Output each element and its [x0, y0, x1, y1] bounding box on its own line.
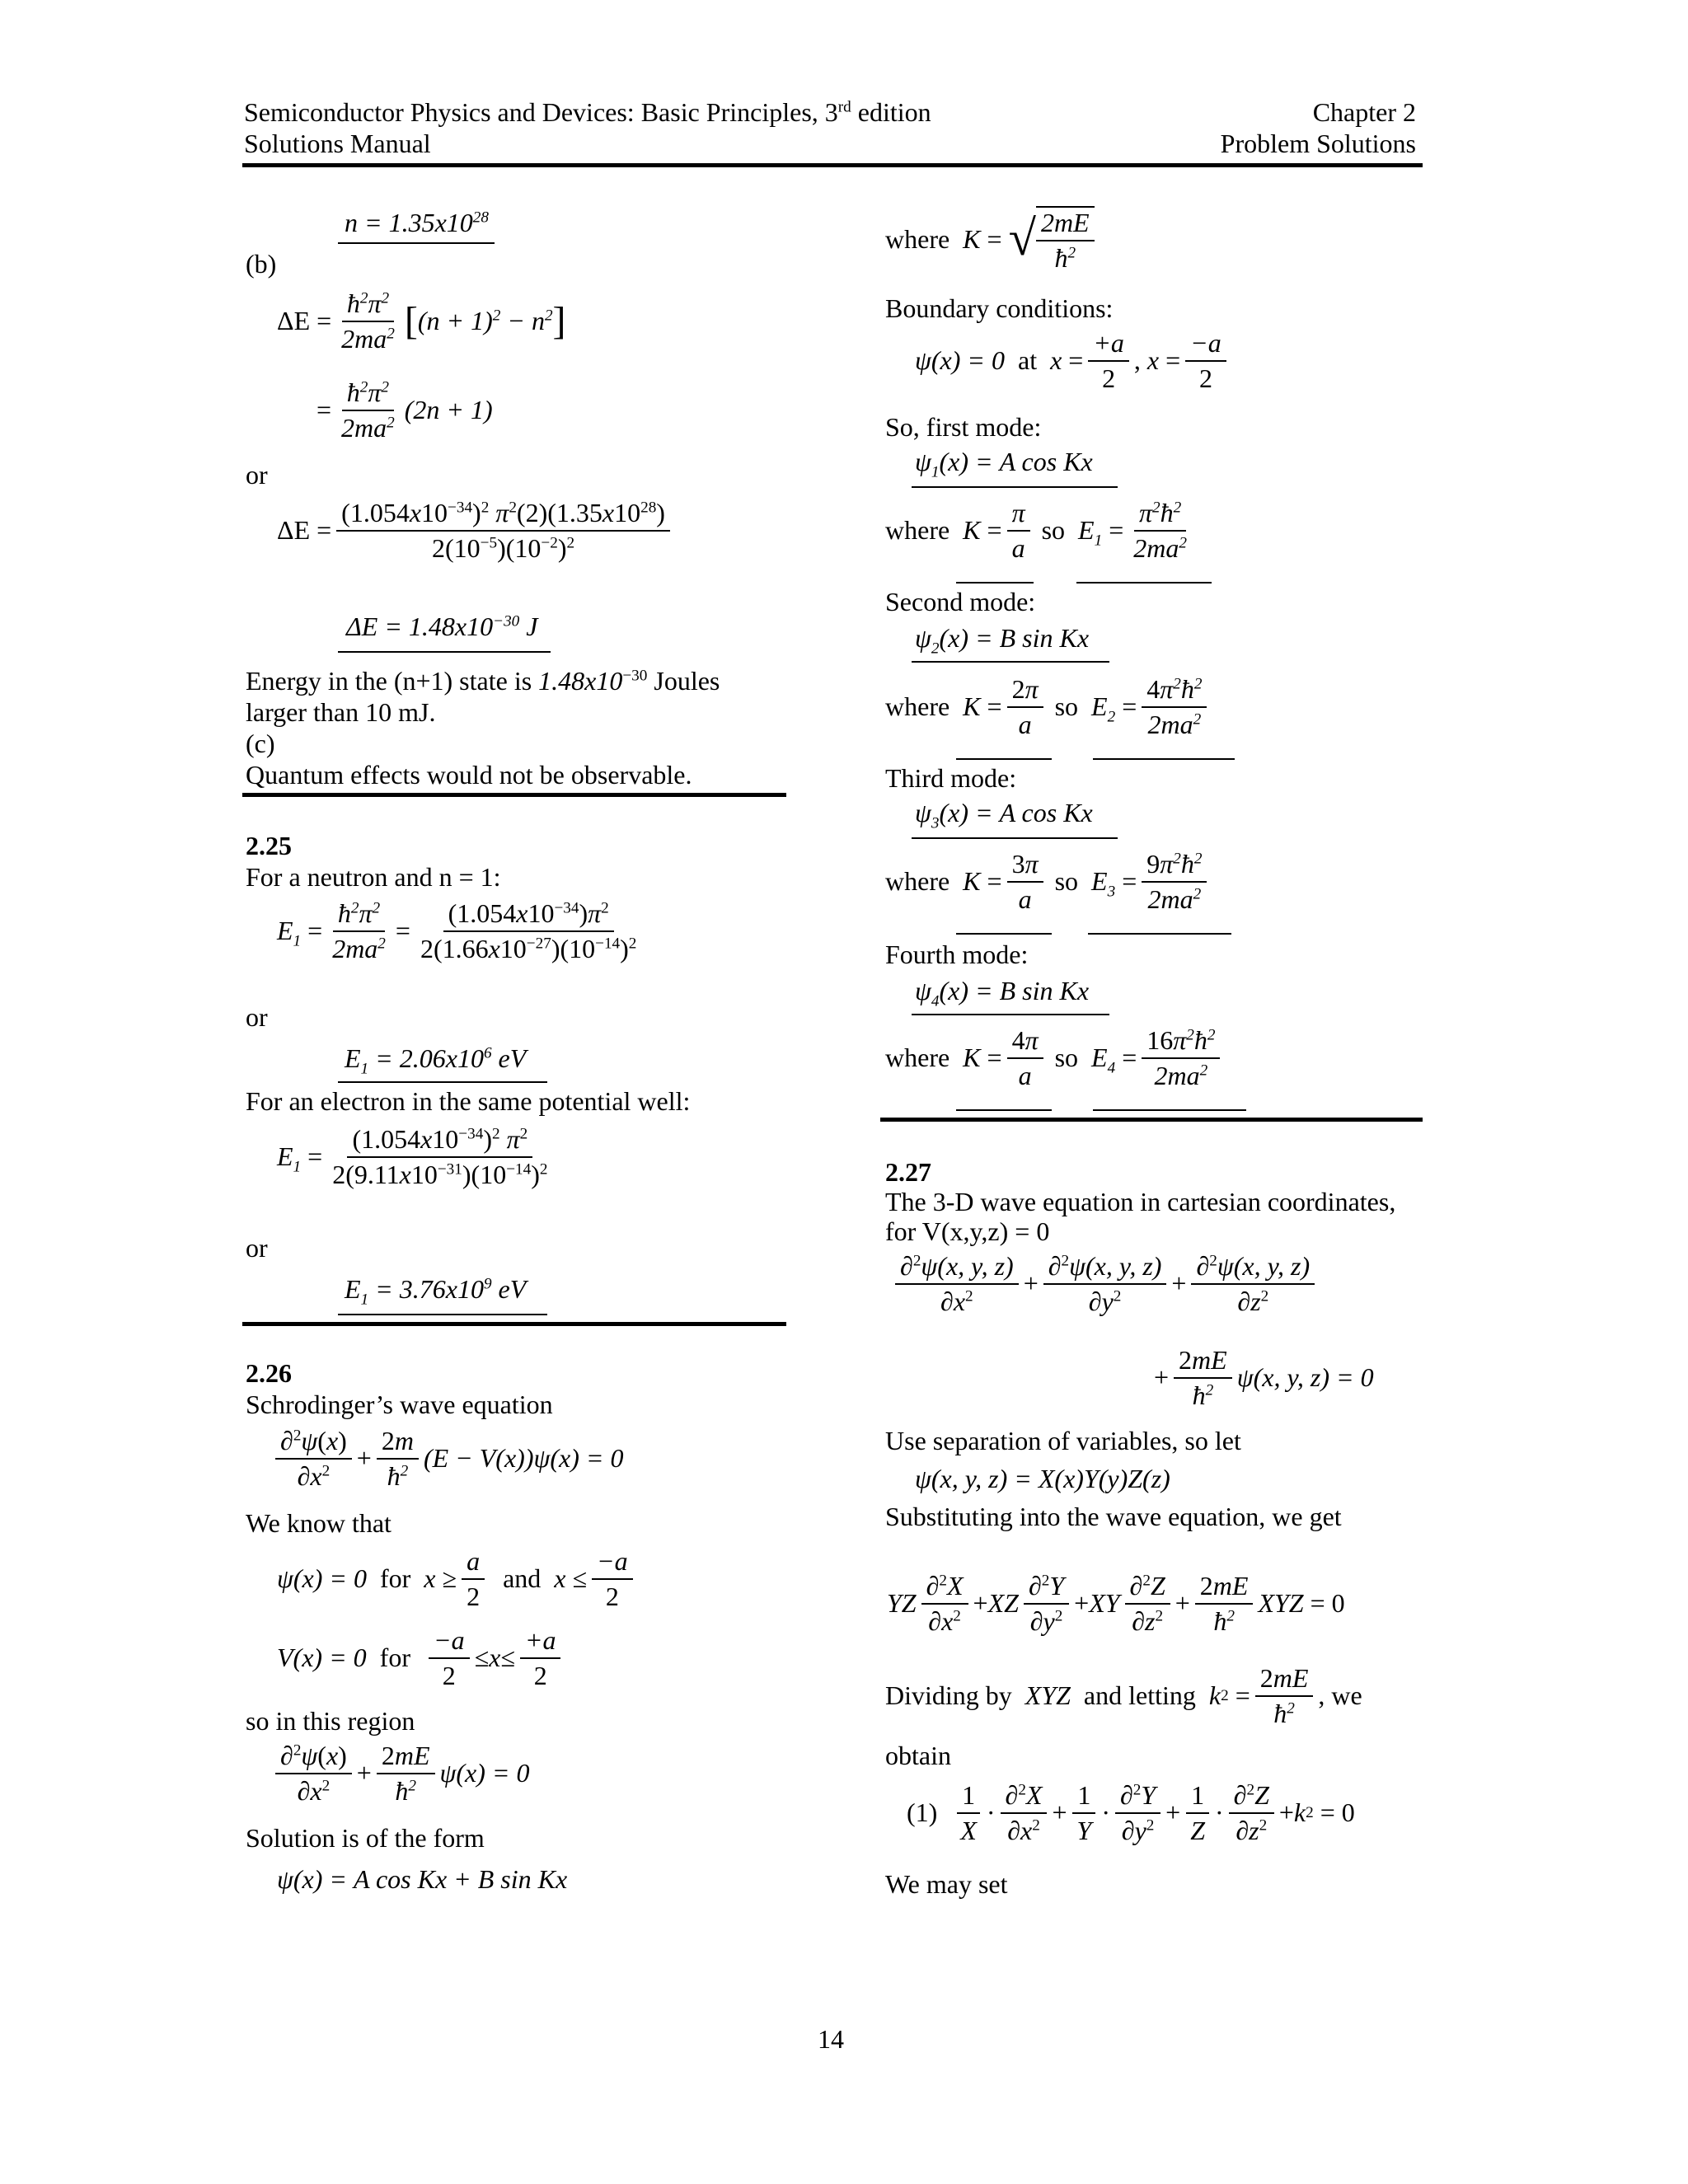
wave-3d-equation: $\frac{\partial^2\psi(x, y, z)}{\partial x^2}$ + $\frac{\partial^2\psi(x, y, z)}{\partial y^2}$ + $\frac{\partial^2\psi(x, y, z)}{\partial z^2}$ [890, 1251, 1320, 1317]
chapter-label: Chapter 2 [1312, 97, 1416, 127]
second-mode-text: Second mode: [885, 587, 1036, 616]
part-b-label: (b) [246, 249, 277, 279]
e1-neutron-equation: $E_1$ = $\frac{ħ^2\pi^2}{2ma^2}$ = $\frac{(1.054x10^{-34})\pi^2}{2(1.66x10^{-27})(10^{-14})^2}$ [277, 898, 637, 963]
mode4-k-underline [956, 1109, 1052, 1111]
delta-e-result-unit: J [526, 612, 538, 641]
or-text-2: or [246, 1002, 268, 1032]
delta-e-equation-1: ΔE = $\frac{ħ^2\pi^2}{2ma^2}$ [ $(n + 1)^2 - n^2$ ] [277, 288, 566, 354]
we-may-set-text: We may set [885, 1869, 1008, 1899]
e1-electron-exponent: 9 [483, 1275, 492, 1293]
delta-e-equation-2: = $\frac{ħ^2\pi^2}{2ma^2}$ (2n + 1) [316, 377, 493, 443]
energy-statement [246, 666, 720, 696]
e1-neutron-exponent: 6 [483, 1044, 492, 1062]
psi1-underline [912, 486, 1118, 488]
wave-3d-equation-cont: + $\frac{2mE}{ħ^2}$ ψ(x, y, z) = 0 [1154, 1345, 1374, 1410]
energy-statement-2: larger than 10 mJ. [246, 697, 436, 727]
where-text-2: where [885, 691, 950, 722]
solution-expression-text: = A cos Kx + B sin Kx [329, 1864, 568, 1894]
equation-number: (1) [907, 1797, 938, 1828]
fourth-mode-text: Fourth mode: [885, 940, 1029, 969]
energy-exponent: −30 [622, 667, 648, 685]
separation-text: Use separation of variables, so let [885, 1426, 1241, 1455]
mode2-e-underline [1093, 758, 1235, 760]
delta-e-label: ΔE = [277, 306, 332, 336]
where-text-4: where [885, 1043, 950, 1073]
sqrt-icon: √ [1008, 211, 1036, 267]
so-text-2: so [1054, 691, 1079, 722]
part-c-label: (c) [246, 729, 275, 758]
separated-equation: (1) $\frac{1}{X}$ · $\frac{\partial^2X}{\partial x^2}$ + $\frac{1}{Y}$ · $\frac{\partial^2Y}{\partial y^2}$ + $\frac{1}{Z}$ · $\frac{\partial^2Z}{\partial z^2}$ + k 2 = 0 [907, 1780, 1355, 1845]
problem-2-27-title: 2.27 [885, 1157, 931, 1187]
n-result-underline [338, 242, 495, 244]
where-text-1: where [885, 515, 950, 546]
e1-neutron-value: = 2.06x10 [375, 1043, 484, 1073]
rule-left-2 [242, 1322, 786, 1326]
substituted-equation: YZ $\frac{\partial^2X}{\partial x^2}$ + XZ $\frac{\partial^2Y}{\partial y^2}$ + XY $\frac{\partial^2Z}{\partial z^2}$ + $\frac{2mE}{ħ^2}$ XYZ = 0 [887, 1571, 1345, 1636]
dividing-text-c: , we [1318, 1680, 1362, 1711]
page-number: 14 [818, 2024, 844, 2054]
delta-e-numeric: ΔE = $\frac{(1.054x10^{-34})^2 \pi^2(2)(1.35x10^{28})}{2(10^{-5})(10^{-2})^2}$ [277, 498, 675, 564]
schrodinger-equation: $\frac{\partial^2\psi(x)}{\partial x^2}$ + $\frac{2m}{ħ^2}$ (E − V(x))ψ(x) = 0 [270, 1426, 623, 1492]
energy-text-a: Energy in the (n+1) state is [246, 666, 532, 696]
mode2-k-underline [956, 758, 1052, 760]
problem-2-26-intro: Schrodinger’s wave equation [246, 1390, 553, 1419]
book-title-text: Semiconductor Physics and Devices: Basic Principles, 3 [244, 97, 838, 127]
at-text: at [1017, 345, 1038, 376]
and-text: and [503, 1563, 542, 1594]
or-text-3: or [246, 1233, 268, 1263]
energy-text-b: Joules [654, 666, 720, 696]
e1-electron-underline [338, 1314, 547, 1315]
where-text-3: where [885, 866, 950, 897]
third-mode-text: Third mode: [885, 763, 1017, 793]
mode3-e-underline [1088, 933, 1231, 935]
rule-left-1 [242, 793, 786, 797]
boundary-text: Boundary conditions: [885, 293, 1114, 323]
e1-electron-unit: eV [498, 1274, 527, 1304]
mode1-e-underline [1076, 582, 1212, 583]
for-text-2: for [379, 1643, 410, 1673]
energy-value: 1.48x10 [538, 666, 623, 696]
so-text-1: so [1041, 515, 1066, 546]
psi2-underline [912, 661, 1109, 663]
boundary-equation: ψ(x) = 0 at x = $\frac{+a}{2}$ , x = $\frac{-a}{2}$ [915, 328, 1231, 394]
dividing-text-b: and letting [1083, 1680, 1196, 1711]
for-text-1: for [379, 1563, 411, 1594]
substituting-text: Substituting into the wave equation, we get [885, 1502, 1342, 1531]
obtain-text: obtain [885, 1741, 951, 1770]
edition-word: edition [851, 97, 931, 127]
e1-neutron-underline [338, 1081, 547, 1083]
mode1-k-underline [956, 582, 1034, 583]
delta-e-result-exponent: −30 [493, 612, 520, 630]
section-label: Problem Solutions [1220, 129, 1416, 158]
n-result-exponent: 28 [472, 209, 489, 227]
mode3-k-e: where K = $\frac{3\pi}{a}$ so $E_3$ = $\frac{9\pi^2ħ^2}{2ma^2}$ [885, 849, 1212, 915]
first-mode-text: So, first mode: [885, 412, 1042, 442]
or-text-1: or [246, 460, 268, 490]
separation-expression: ψ(x, y, z) = X(x)Y(y)Z(z) [915, 1464, 1170, 1493]
header-rule [242, 163, 1423, 167]
psi1-expression: $\psi_1(x) = A$ cos Kx [915, 447, 1093, 481]
e1-electron-value: = 3.76x10 [375, 1274, 484, 1304]
problem-2-26-title: 2.26 [246, 1358, 292, 1388]
psi-zero-condition: ψ(x) = 0 for x ≥ $\frac{a}{2}$ and x ≤ $\frac{-a}{2}$ [277, 1546, 638, 1612]
solution-expression: ψ(x) = A cos Kx + B sin Kx [277, 1864, 568, 1894]
mode4-k-e: where K = $\frac{4\pi}{a}$ so $E_4$ = $\frac{16\pi^2ħ^2}{2ma^2}$ [885, 1025, 1225, 1091]
so-text-4: so [1054, 1043, 1079, 1073]
where-text-0: where [885, 224, 950, 255]
delta-e-result-underline [338, 651, 551, 653]
book-title [244, 97, 931, 128]
psi3-expression: $\psi_3(x) = A$ cos Kx [915, 798, 1093, 832]
we-know-text: We know that [246, 1508, 392, 1538]
delta-e-result-text: ΔE = 1.48x10 [346, 612, 494, 641]
mode4-e-underline [1093, 1109, 1246, 1111]
n-result [345, 208, 489, 238]
edition-superscript: rd [837, 98, 851, 116]
delta-e-result [346, 612, 537, 642]
psi3-underline [912, 837, 1118, 839]
v-zero-condition: V(x) = 0 for $\frac{-a}{2}$ ≤ x ≤ $\frac{+a}{2}$ [277, 1625, 565, 1691]
psi4-underline [912, 1014, 1109, 1015]
e1-neutron-result: $E_1 = 2.06x10^6$ eV [345, 1043, 527, 1078]
electron-statement: For an electron in the same potential well: [246, 1086, 691, 1116]
mode3-k-underline [956, 933, 1052, 935]
e1-electron-equation: $E_1$ = $\frac{(1.054x10^{-34})^2 \pi^2}{2(9.11x10^{-31})(10^{-14})^2}$ [277, 1124, 548, 1189]
region-equation: $\frac{\partial^2\psi(x)}{\partial x^2}$ + $\frac{2mE}{ħ^2}$ ψ(x) = 0 [270, 1741, 529, 1807]
subtitle: Solutions Manual [244, 129, 431, 158]
problem-2-27-line2: for V(x,y,z) = 0 [885, 1216, 1050, 1246]
n-result-text: n = 1.35x10 [345, 208, 473, 237]
k-definition: where K = √ $\frac{2mE}{ħ^2}$ [885, 206, 1100, 274]
rule-right-1 [880, 1118, 1423, 1122]
psi4-expression: $\psi_4(x) = B$ sin Kx [915, 976, 1090, 1010]
dividing-xyz: XYZ [1025, 1680, 1071, 1711]
problem-2-27-line1: The 3-D wave equation in cartesian coordinates, [885, 1187, 1396, 1216]
equals-sign: = [316, 395, 332, 425]
dividing-text-a: Dividing by [885, 1680, 1012, 1711]
problem-2-25-title: 2.25 [246, 831, 292, 860]
e1-neutron-unit: eV [498, 1043, 527, 1073]
mode2-k-e: where K = $\frac{2\pi}{a}$ so $E_2$ = $\frac{4\pi^2ħ^2}{2ma^2}$ [885, 674, 1212, 740]
problem-2-25-intro: For a neutron and n = 1: [246, 862, 501, 892]
dividing-statement: Dividing by XYZ and letting k 2 = $\frac{2mE}{ħ^2}$ , we [885, 1663, 1362, 1728]
mode1-k-e: where K = $\frac{\pi}{a}$ so $E_1$ = $\frac{\pi^2ħ^2}{2ma^2}$ [885, 498, 1187, 563]
so-region-text: so in this region [246, 1706, 415, 1736]
e1-electron-result: $E_1 = 3.76x10^9$ eV [345, 1274, 527, 1309]
quantum-statement: Quantum effects would not be observable. [246, 760, 692, 790]
solution-form-text: Solution is of the form [246, 1823, 485, 1853]
psi2-expression: $\psi_2(x) = B$ sin Kx [915, 623, 1090, 658]
so-text-3: so [1054, 866, 1079, 897]
